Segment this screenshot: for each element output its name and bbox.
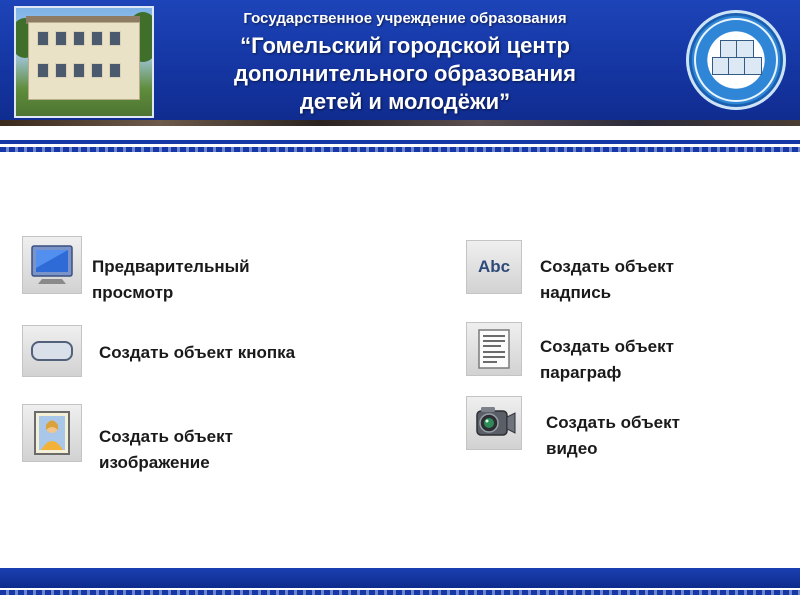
create-video-label: Создать объект видео xyxy=(546,413,680,458)
header-title-line4: детей и молодёжи” xyxy=(299,89,511,114)
paragraph-icon[interactable] xyxy=(466,322,522,376)
image-person-icon[interactable] xyxy=(22,404,82,462)
header-divider-dashed xyxy=(0,147,800,152)
building-photo xyxy=(14,6,154,118)
header-divider xyxy=(0,140,800,144)
abc-text-icon[interactable] xyxy=(466,240,522,294)
header-title-line3: дополнительного образования xyxy=(234,61,576,86)
header-title-line1: Государственное учреждение образования xyxy=(243,10,567,27)
preview-label: Предварительный просмотр xyxy=(92,257,250,302)
footer-bar xyxy=(0,568,800,588)
abc-icon-text: Abc xyxy=(477,257,511,276)
create-button-label: Создать объект кнопка xyxy=(99,343,296,362)
emblem-logo xyxy=(686,10,786,110)
header-banner xyxy=(0,0,800,126)
create-paragraph-label: Создать объект параграф xyxy=(540,337,674,382)
footer-bar-dashed xyxy=(0,590,800,595)
create-label-label: Создать объект надпись xyxy=(540,257,674,302)
monitor-icon[interactable] xyxy=(22,236,82,294)
header-title-line2: “Гомельский городской центр xyxy=(240,33,570,58)
button-shape-icon[interactable] xyxy=(22,325,82,377)
create-image-label: Создать объект изображение xyxy=(99,427,233,472)
video-camera-icon[interactable] xyxy=(466,396,522,450)
